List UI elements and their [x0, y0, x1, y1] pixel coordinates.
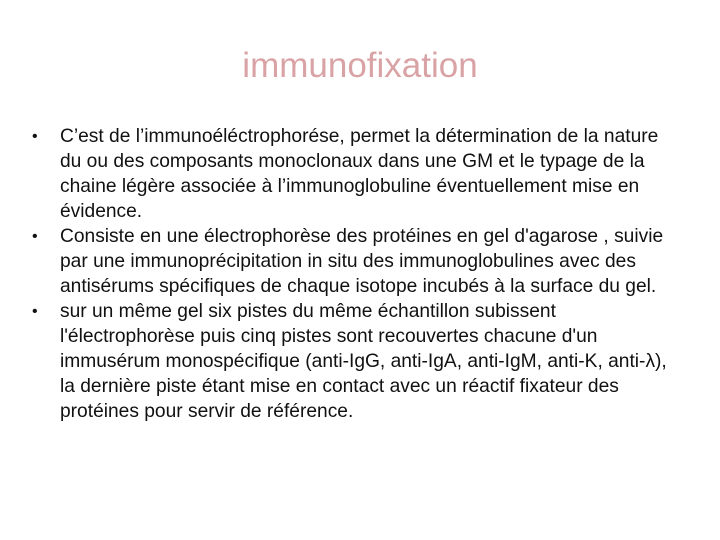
bullet-dot-icon: •	[32, 228, 38, 245]
bullet-text: Consiste en une électrophorèse des protéines en gel d'agarose , suivie par une immunoprécipitation in situ des immunoglobulines avec des antisérums spécifiques de chaque isotope incubés à la surface du gel.	[60, 226, 664, 297]
bullet-item	[30, 124, 680, 224]
slide-title: immunofixation	[242, 46, 478, 85]
bullet-list	[30, 124, 680, 424]
bullet-text: C’est de l’immunoéléctrophorése, permet la détermination de la nature du ou des composants monoclonaux dans une GM et le typage de la chaine légère associée à l’immunoglobuline éventuellement mise en évidence.	[60, 126, 659, 222]
bullet-text: sur un même gel six pistes du même échantillon subissent l'électrophorèse puis cinq pistes sont recouvertes chacune d'un immusérum monospécifique (anti-IgG, anti-IgA, anti-IgM, anti-K, anti-λ), la dernière piste étant mise en contact avec un réactif fixateur des protéines pour servir de référence.	[60, 301, 667, 422]
bullet-dot-icon: •	[32, 128, 38, 145]
bullet-item	[30, 299, 680, 424]
bullet-dot-icon: •	[32, 303, 38, 320]
bullet-item	[30, 224, 680, 299]
